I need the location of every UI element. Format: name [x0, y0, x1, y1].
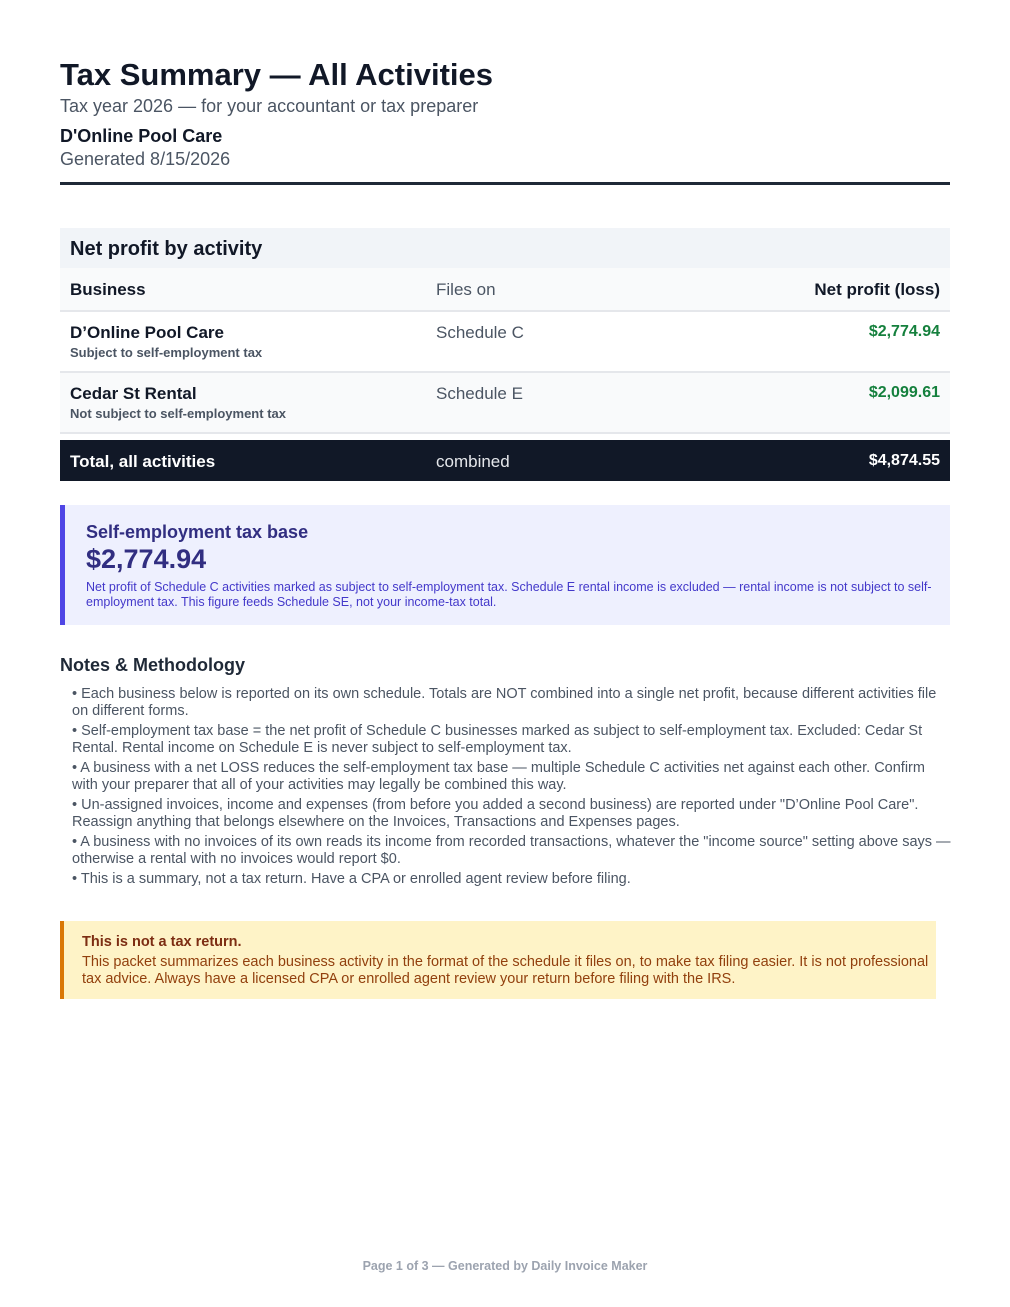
net-profit-table	[60, 228, 950, 481]
row-net-profit: $2,099.61	[868, 384, 940, 401]
column-header-files-on: Files on	[436, 280, 496, 299]
se-tax-note: Net profit of Schedule C activities marked as subject to self-employment tax. Schedule E rental income is excluded — rental income is not subject to self-employment tax. This figure feeds Schedule SE, not your income-tax total.	[86, 580, 932, 609]
se-tax-title: Self-employment tax base	[86, 522, 309, 542]
business-name: D'Online Pool Care	[60, 126, 223, 146]
page-subtitle: Tax year 2026 — for your accountant or tax preparer	[60, 96, 479, 116]
table-row	[60, 373, 950, 434]
notes-heading: Notes & Methodology	[60, 655, 245, 675]
row-business-name: D’Online Pool Care	[70, 323, 224, 342]
disclaimer-box	[60, 921, 936, 999]
table-header-row	[60, 268, 950, 312]
list-item: • Self-employment tax base = the net profit of Schedule C businesses marked as subject to self-employment tax. Excluded: Cedar St Rental. Rental income on Schedule E is never subject to self-employment tax.	[72, 723, 923, 756]
page-footer: Page 1 of 3 — Generated by Daily Invoice Maker	[362, 1259, 648, 1273]
row-tax-note: Not subject to self-employment tax	[70, 406, 286, 421]
generated-date: Generated 8/15/2026	[60, 149, 231, 169]
list-item: • Un-assigned invoices, income and expenses (from before you added a second business) are reported under "D’Online Pool Care". Reassign anything that belongs elsewhere on the Invoices, Transactions and Expenses pages.	[72, 797, 919, 830]
list-item: • A business with a net LOSS reduces the self-employment tax base — multiple Schedule C activities net against each other. Confirm with your preparer that all of your activities may legally be combined this way.	[72, 760, 925, 793]
total-amount: $4,874.55	[868, 452, 940, 469]
row-net-profit: $2,774.94	[868, 323, 940, 340]
total-row	[60, 440, 950, 481]
notes-list	[72, 686, 952, 892]
row-tax-note: Subject to self-employment tax	[70, 345, 263, 360]
disclaimer-title: This is not a tax return.	[82, 934, 242, 950]
total-label: Total, all activities	[70, 452, 216, 471]
self-employment-tax-box	[60, 505, 950, 625]
net-profit-heading: Net profit by activity	[60, 228, 950, 268]
total-files-on: combined	[436, 452, 510, 471]
row-files-on: Schedule C	[436, 323, 524, 342]
disclaimer-text: This packet summarizes each business activity in the format of the schedule it files on, to make tax filing easier. It is not professional tax advice. Always have a licensed CPA or enrolled agent review your return before filing with the IRS.	[82, 954, 929, 987]
table-row	[60, 312, 950, 373]
page-title: Tax Summary — All Activities	[60, 57, 494, 92]
header-divider	[60, 182, 950, 185]
list-item: • A business with no invoices of its own reads its income from recorded transactions, whatever the "income source" setting above says — otherwise a rental with no invoices would report $0.	[72, 834, 951, 867]
list-item: • Each business below is reported on its own schedule. Totals are NOT combined into a single net profit, because different activities file on different forms.	[72, 686, 937, 719]
column-header-net-profit: Net profit (loss)	[814, 280, 940, 299]
column-header-business: Business	[70, 280, 146, 299]
list-item: • This is a summary, not a tax return. Have a CPA or enrolled agent review before filing.	[72, 871, 631, 887]
row-files-on: Schedule E	[436, 384, 523, 403]
row-business-name: Cedar St Rental	[70, 384, 197, 403]
se-tax-amount: $2,774.94	[86, 544, 207, 574]
